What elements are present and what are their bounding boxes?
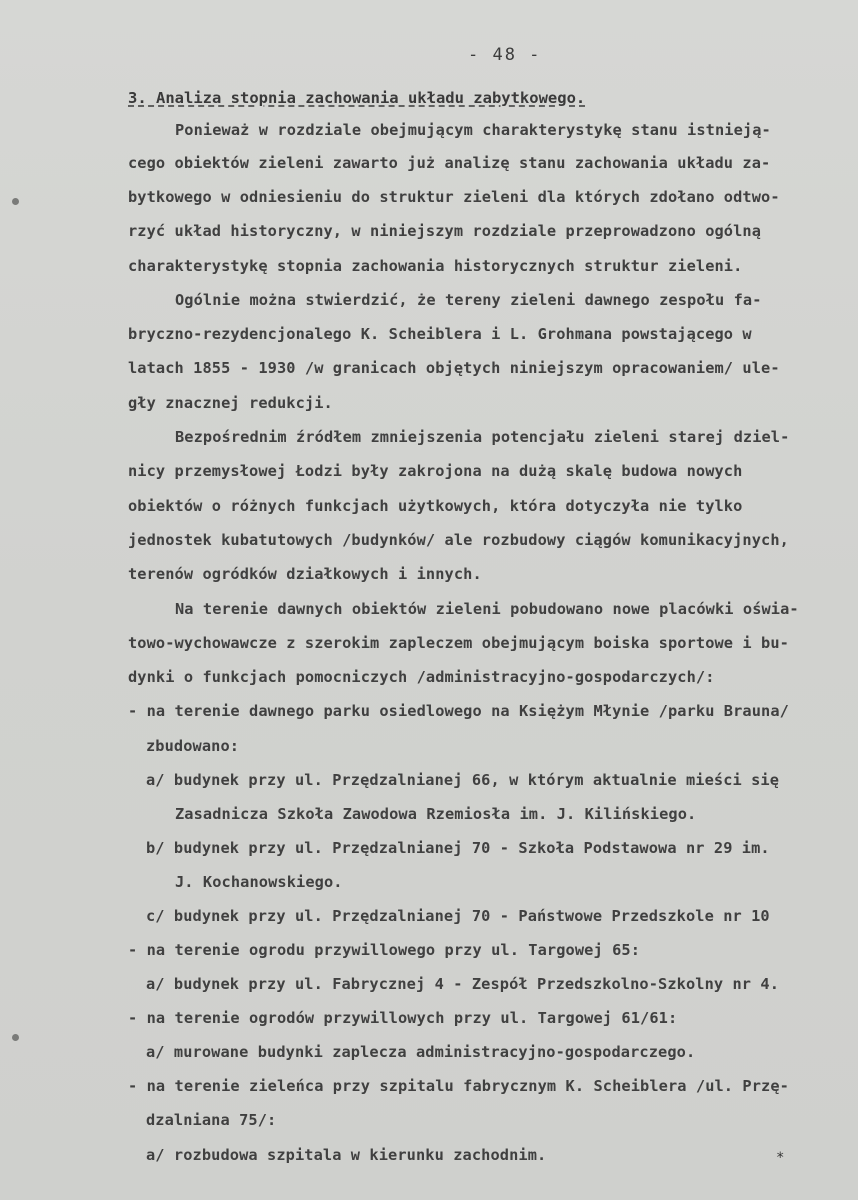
list-item: a/ rozbudowa szpitala w kierunku zachodnim. (146, 1146, 547, 1164)
text-line: Na terenie dawnych obiektów zieleni pobudowano nowe placówki oświa- (175, 600, 799, 618)
text-line: terenów ogródków działkowych i innych. (128, 565, 482, 583)
text-line: gły znacznej redukcji. (128, 394, 333, 412)
punch-hole-mark (12, 1034, 19, 1041)
text-line: jednostek kubatutowych /budynków/ ale rozbudowy ciągów komunikacyjnych, (128, 531, 789, 549)
text-line: rzyć układ historyczny, w niniejszym rozdziale przeprowadzono ogólną (128, 222, 762, 240)
list-item: c/ budynek przy ul. Przędzalnianej 70 - Państwowe Przedszkole nr 10 (146, 907, 770, 925)
list-item: - na terenie ogrodów przywillowych przy ul. Targowej 61/61: (128, 1009, 678, 1027)
text-line: nicy przemysłowej Łodzi były zakrojona na dużą skalę budowa nowych (128, 462, 743, 480)
list-item: dzalniana 75/: (146, 1111, 277, 1129)
page-number: - 48 - (468, 45, 542, 65)
text-line: towo-wychowawcze z szerokim zapleczem obejmującym boiska sportowe i bu- (128, 634, 789, 652)
list-item: - na terenie ogrodu przywillowego przy ul. Targowej 65: (128, 941, 641, 959)
list-item: a/ budynek przy ul. Przędzalnianej 66, w którym aktualnie mieści się (146, 771, 780, 789)
text-line: bytkowego w odniesieniu do struktur zieleni dla których zdołano odtwo- (128, 188, 780, 206)
punch-hole-mark (12, 198, 19, 205)
list-item: - na terenie zieleńca przy szpitalu fabrycznym K. Scheiblera /ul. Przę- (128, 1077, 789, 1095)
text-line: dynki o funkcjach pomocniczych /administracyjno-gospodarczych/: (128, 668, 715, 686)
text-line: cego obiektów zieleni zawarto już analizę stanu zachowania układu za- (128, 154, 771, 172)
text-line: Ponieważ w rozdziale obejmującym charakterystykę stanu istnieją- (175, 121, 771, 139)
list-item: b/ budynek przy ul. Przędzalnianej 70 - Szkoła Podstawowa nr 29 im. (146, 839, 770, 857)
text-line: obiektów o różnych funkcjach użytkowych, która dotyczyła nie tylko (128, 497, 743, 515)
footer-mark: * (776, 1150, 785, 1166)
list-item: a/ murowane budynki zaplecza administracyjno-gospodarczego. (146, 1043, 696, 1061)
section-heading: 3. Analiza stopnia zachowania układu zabytkowego. (128, 89, 586, 107)
list-item: a/ budynek przy ul. Fabrycznej 4 - Zespół Przedszkolno-Szkolny nr 4. (146, 975, 780, 993)
text-line: Bezpośrednim źródłem zmniejszenia potencjału zieleni starej dziel- (175, 428, 790, 446)
text-line: latach 1855 - 1930 /w granicach objętych niniejszym opracowaniem/ ule- (128, 359, 780, 377)
list-item: - na terenie dawnego parku osiedlowego na Księżym Młynie /parku Brauna/ (128, 702, 789, 720)
list-item: zbudowano: (146, 737, 240, 755)
list-item: J. Kochanowskiego. (175, 873, 343, 891)
list-item: Zasadnicza Szkoła Zawodowa Rzemiosła im. J. Kilińskiego. (175, 805, 697, 823)
text-line: charakterystykę stopnia zachowania historycznych struktur zieleni. (128, 257, 743, 275)
text-line: Ogólnie można stwierdzić, że tereny zieleni dawnego zespołu fa- (175, 291, 762, 309)
text-line: bryczno-rezydencjonalego K. Scheiblera i L. Grohmana powstającego w (128, 325, 752, 343)
